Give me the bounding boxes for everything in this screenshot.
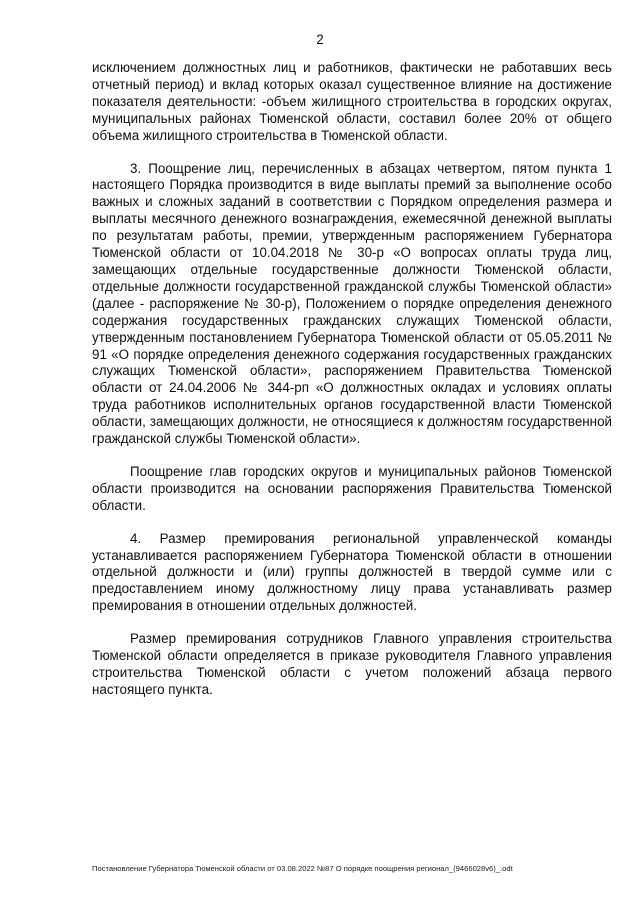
- document-footer: Постановление Губернатора Тюменской области от 03.08.2022 №87 О порядке поощрения регионал_(9466028v6)_.odt: [92, 864, 513, 873]
- document-body: [92, 60, 612, 715]
- paragraph-item-4: 4. Размер премирования региональной управленческой команды устанавливается распоряжением Губернатора Тюменской области в отношении отдельной должности и (или) группы должностей в твердой сумме или с предоставлением иному должностному лицу права устанавливать размер премирования в отношении отдельных должностей.: [92, 530, 612, 614]
- paragraph-construction-department: Размер премирования сотрудников Главного управления строительства Тюменской области определяется в приказе руководителя Главного управления строительства Тюменской области с учетом положений абзаца первого настоящего пункта.: [92, 631, 612, 697]
- page-number: 2: [316, 32, 324, 47]
- paragraph-heads-of-districts: Поощрение глав городских округов и муниципальных районов Тюменской области производится на основании распоряжения Правительства Тюменской области.: [92, 463, 612, 513]
- paragraph-continuation: исключением должностных лиц и работников, фактически не работавших весь отчетный период) и вклад которых оказал существенное влияние на достижение показателя деятельности: -объем жилищного строительства в городских округах, муниципальных районах Тюменской области, составил более 20% от общего объема жилищного строительства в Тюменской области.: [92, 60, 612, 143]
- paragraph-item-3: 3. Поощрение лиц, перечисленных в абзацах четвертом, пятом пункта 1 настоящего Порядка производится в виде выплаты премий за выполнение особо важных и сложных заданий в соответствии с Порядком определения размера и выплаты месячного денежного вознаграждения, ежемесячной денежной выплаты по результатам работы, премии, утвержденным распоряжением Губернатора Тюменской области от 10.04.2018 № 30-р «О вопросах оплаты труда лиц, замещающих отдельные государственные должности Тюменской области, отдельные должности государственной гражданской службы Тюменской области» (далее - распоряжение № 30-р), Положением о порядке определения денежного содержания государственных гражданских служащих Тюменской области, утвержденным постановлением Губернатора Тюменской области от 05.05.2011 № 91 «О порядке определения денежного содержания государственных гражданских служащих Тюменской области», распоряжением Правительства Тюменской области от 24.04.2006 № 344-рп «О должностных окладах и условиях оплаты труда работников исполнительных органов государственной власти Тюменской области, замещающих должности, не относящиеся к должностям государственной гражданской службы Тюменской области».: [92, 160, 612, 447]
